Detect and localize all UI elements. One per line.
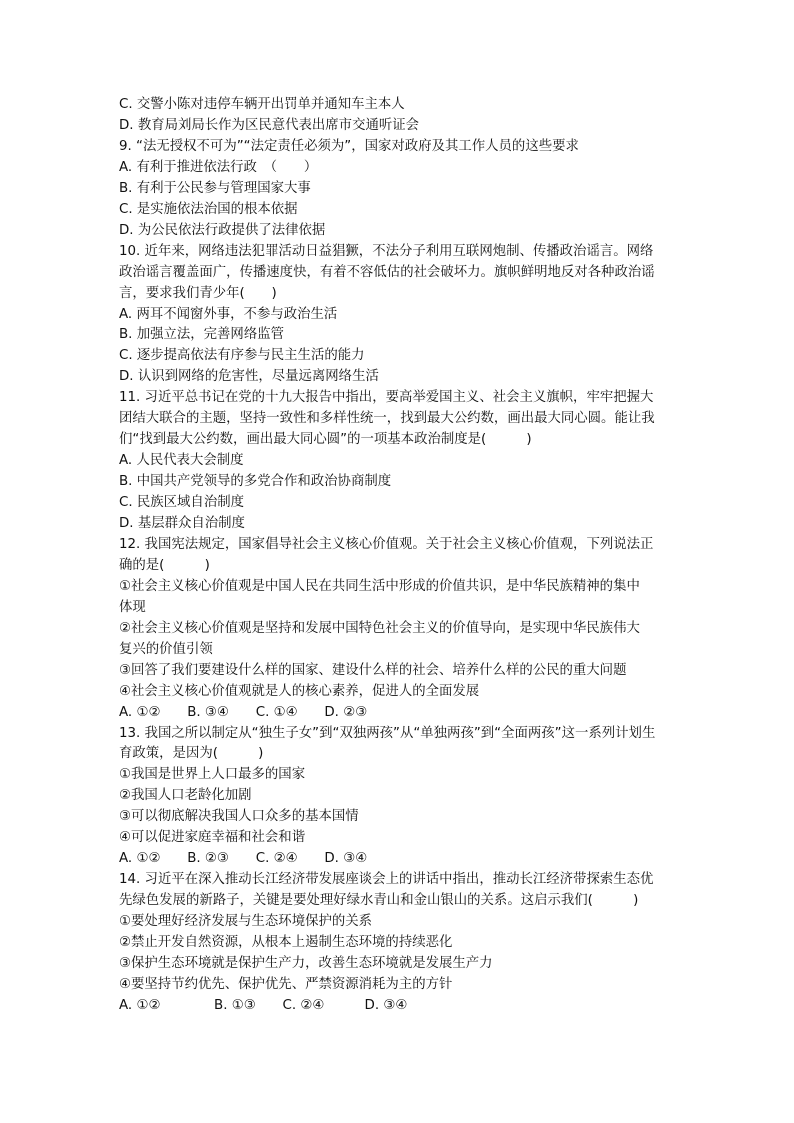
text-line: 12. 我国宪法规定，国家倡导社会主义核心价值观。关于社会主义核心价值观，下列说法正 (119, 537, 654, 552)
text-line: A. ①② B. ③④ C. ①④ D. ②③ (119, 704, 368, 720)
text-line: ④社会主义核心价值观就是人的核心素养，促进人的全面发展 (119, 683, 480, 699)
text-line: 复兴的价值引领 (119, 641, 213, 657)
text-line: ①我国是世界上人口最多的国家 (119, 767, 306, 783)
text-line: ④要坚持节约优先、保护优先、严禁资源消耗为主的方针 (119, 976, 453, 992)
text-line: B. 加强立法，完善网络监管 (119, 327, 284, 343)
text-line: 10. 近年来，网络违法犯罪活动日益猖獗，不法分子利用互联网炮制、传播政治谣言。网络 (119, 243, 654, 259)
text-line: ①社会主义核心价值观是中国人民在共同生活中形成的价值共识，是中华民族精神的集中 (119, 578, 640, 594)
text-line: 先绿色发展的新路子，关键是要处理好绿水青山和金山银山的关系。这启示我们( ) (119, 893, 639, 909)
text-line: 14. 习近平在深入推动长江经济带发展座谈会上的讲话中指出，推动长江经济带探索生态优 (119, 872, 654, 888)
text-line: ②社会主义核心价值观是坚持和发展中国特色社会主义的价值导向，是实现中华民族伟大 (119, 620, 640, 636)
text-line: 育政策，是因为( ) (119, 746, 264, 762)
text-line: A. ①② B. ①③ C. ②④ D. ③④ (119, 997, 408, 1013)
text-line: ④可以促进家庭幸福和社会和谐 (119, 830, 306, 846)
text-line: 们“找到最大公约数，画出最大同心圆”的一项基本政治制度是( ) (119, 432, 532, 448)
text-line: D. 为公民依法行政提供了法律依据 (119, 222, 326, 238)
text-line: C. 民族区域自治制度 (119, 495, 244, 511)
text-line: 9. “法无授权不可为”“法定责任必须为”，国家对政府及其工作人员的这些要求 (119, 138, 579, 154)
text-line: 团结大联合的主题，坚持一致性和多样性统一，找到最大公约数，画出最大同心圆。能让我 (119, 411, 655, 427)
text-line: B. 有利于公民参与管理国家大事 (119, 180, 311, 196)
text-line: C. 交警小陈对违停车辆开出罚单并通知车主本人 (119, 97, 405, 112)
text-line: A. 人民代表大会制度 (119, 453, 244, 469)
text-line: D. 认识到网络的危害性，尽量远离网络生活 (119, 369, 379, 385)
text-line: B. 中国共产党领导的多党合作和政治协商制度 (119, 474, 392, 490)
text-line: 确的是( ) (119, 557, 210, 573)
text-line: A. 有利于推进依法行政 （ ） (119, 159, 318, 175)
text-line: 13. 我国之所以制定从“独生子女”到“双独两孩”从“单独两孩”到“全面两孩”这一系列计划生 (119, 725, 656, 741)
text-line: 言，要求我们青少年( ) (119, 285, 277, 301)
text-line: D. 基层群众自治制度 (119, 516, 245, 531)
text-line: ③回答了我们要建设什么样的国家、建设什么样的社会、培养什么样的公民的重大问题 (119, 662, 627, 678)
text-line: ②我国人口老龄化加剧 (119, 788, 252, 804)
text-line: ①要处理好经济发展与生态环境保护的关系 (119, 914, 373, 929)
text-line: ②禁止开发自然资源，从根本上遏制生态环境的持续恶化 (119, 935, 453, 950)
text-line: A. 两耳不闻窗外事，不参与政治生活 (119, 306, 338, 322)
text-line: 体现 (119, 599, 146, 615)
text-line: 11. 习近平总书记在党的十九大报告中指出，要高举爱国主义、社会主义旗帜，牢牢把握大 (119, 390, 654, 406)
text-line: ③保护生态环境就是保护生产力，改善生态环境就是发展生产力 (119, 955, 493, 971)
text-line: C. 逐步提高依法有序参与民主生活的能力 (119, 348, 365, 364)
text-line: D. 教育局刘局长作为区民意代表出席市交通听证会 (119, 118, 420, 133)
text-line: 政治谣言覆盖面广，传播速度快，有着不容低估的社会破坏力。旗帜鲜明地反对各种政治谣 (119, 264, 655, 280)
text-line: ③可以彻底解决我国人口众多的基本国情 (119, 809, 359, 825)
text-line: C. 是实施依法治国的根本依据 (119, 201, 298, 217)
text-line: A. ①② B. ②③ C. ②④ D. ③④ (119, 851, 368, 867)
